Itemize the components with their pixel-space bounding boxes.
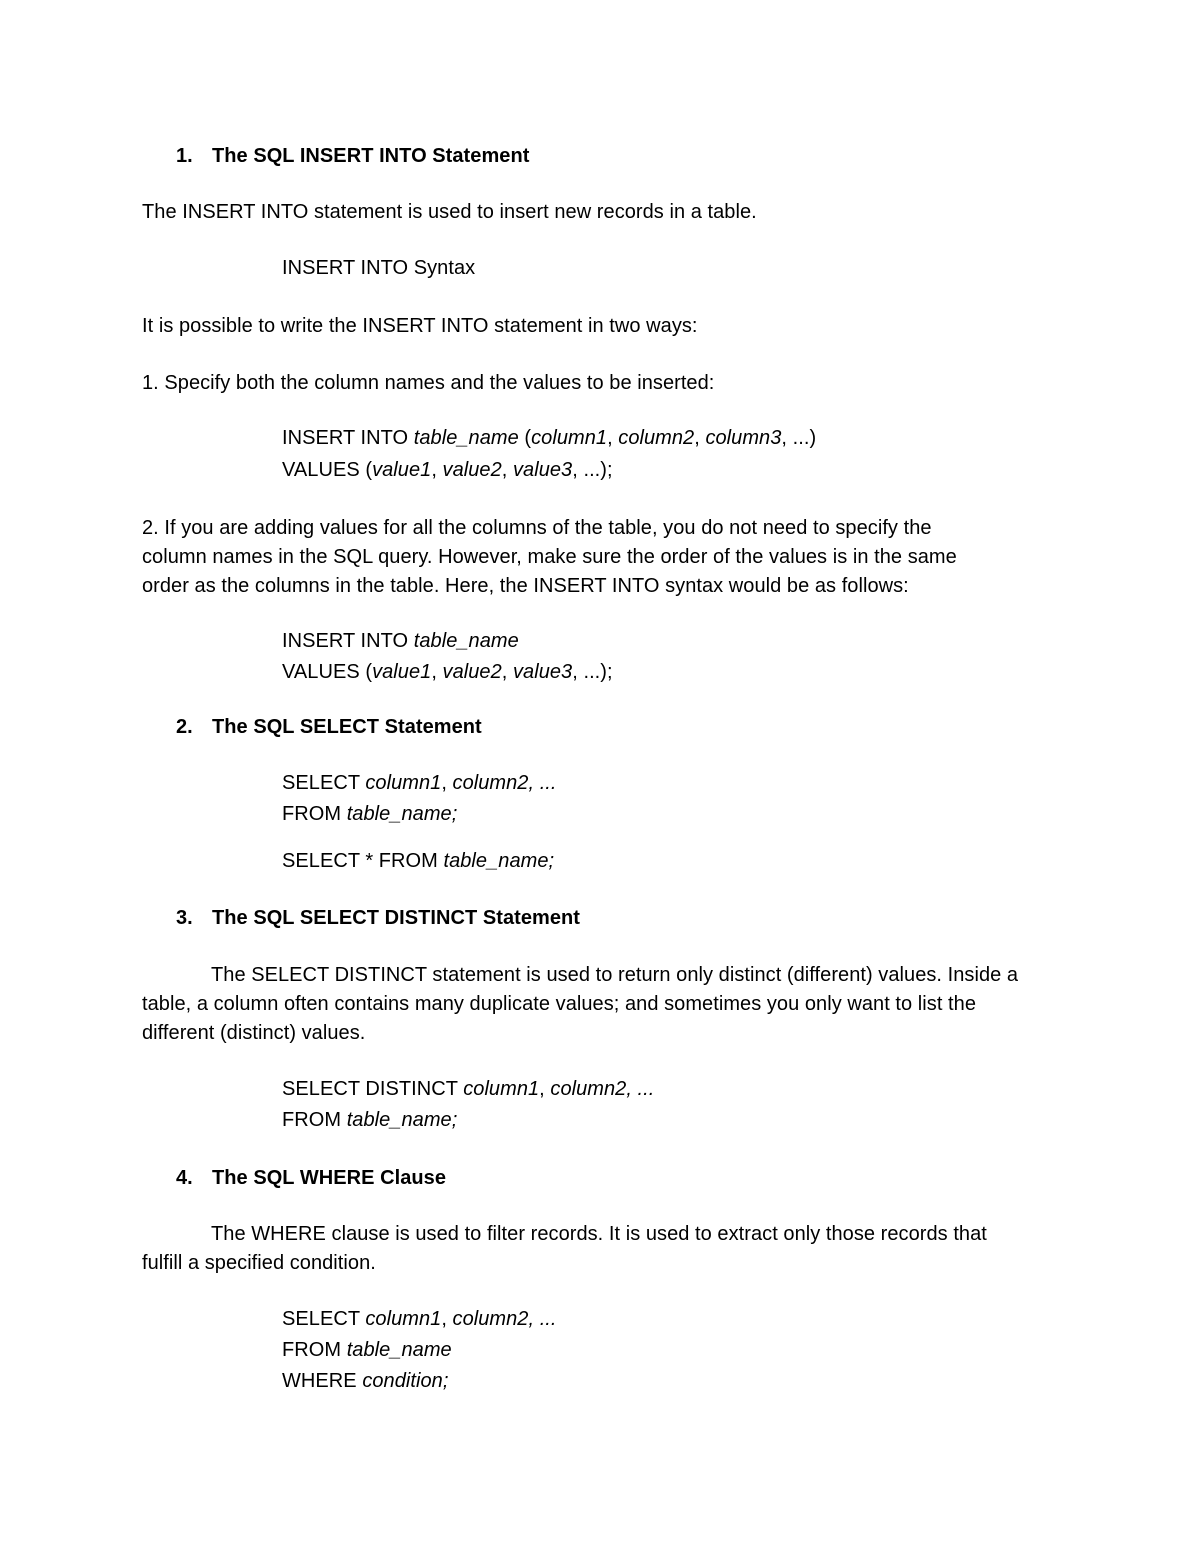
section-2-code-2 xyxy=(282,847,554,875)
section-2-code-1-line-1 xyxy=(282,769,557,797)
section-1-code-1-line-2 xyxy=(282,456,613,484)
section-1-way-2-line-3: order as the columns in the table. Here, the INSERT INTO syntax would be as follows: xyxy=(142,575,909,597)
code-punctuation: , xyxy=(441,772,453,794)
code-keyword: SELECT * FROM xyxy=(282,850,444,872)
section-2-number: 2. xyxy=(176,716,193,738)
section-3-number: 3. xyxy=(176,907,193,929)
section-4-number: 4. xyxy=(176,1167,193,1189)
code-value-3: value3 xyxy=(513,661,573,683)
code-value-2: value2 xyxy=(442,661,502,683)
section-1-number: 1. xyxy=(176,145,193,167)
code-punctuation: , xyxy=(441,1308,453,1330)
section-3-para-line-3: different (distinct) values. xyxy=(142,1022,366,1044)
section-3-code-line-1 xyxy=(282,1075,654,1103)
code-keyword: VALUES ( xyxy=(282,459,373,481)
section-1-code-1-line-1 xyxy=(282,424,816,452)
code-punctuation: ( xyxy=(518,427,532,449)
code-keyword: WHERE xyxy=(282,1370,363,1392)
code-column-3: column3 xyxy=(705,427,782,449)
code-column-2: column2 xyxy=(618,427,695,449)
code-table-name: table_name xyxy=(413,630,519,652)
code-table-name: table_name xyxy=(346,1339,452,1361)
section-1-code-2-line-2 xyxy=(282,658,613,686)
code-punctuation: , ...); xyxy=(572,661,613,683)
section-1-ways-text: It is possible to write the INSERT INTO statement in two ways: xyxy=(142,315,698,337)
section-1-way-1-text: 1. Specify both the column names and the values to be inserted: xyxy=(142,372,715,394)
code-punctuation: , xyxy=(501,661,513,683)
code-punctuation: , ...); xyxy=(572,459,613,481)
section-4-code-line-3 xyxy=(282,1367,448,1395)
section-2-heading xyxy=(176,713,482,741)
code-punctuation: , xyxy=(694,427,706,449)
section-2-title: The SQL SELECT Statement xyxy=(212,716,482,738)
code-keyword: FROM xyxy=(282,803,347,825)
code-column-2: column2, ... xyxy=(452,772,557,794)
code-column-2: column2, ... xyxy=(452,1308,557,1330)
code-punctuation: , xyxy=(607,427,619,449)
section-4-title: The SQL WHERE Clause xyxy=(212,1167,447,1189)
section-1-title: The SQL INSERT INTO Statement xyxy=(212,145,530,167)
section-3-para-line-1: The SELECT DISTINCT statement is used to return only distinct (different) values. Inside a xyxy=(211,964,1019,986)
code-table-name: table_name; xyxy=(443,850,555,872)
section-2-code-1-line-2 xyxy=(282,800,457,828)
code-keyword: INSERT INTO xyxy=(282,427,414,449)
code-keyword: FROM xyxy=(282,1109,347,1131)
section-1-code-2-line-1 xyxy=(282,627,519,655)
code-keyword: FROM xyxy=(282,1339,347,1361)
code-column-1: column1 xyxy=(531,427,608,449)
code-keyword: VALUES ( xyxy=(282,661,373,683)
code-value-1: value1 xyxy=(372,459,432,481)
section-3-code-line-2 xyxy=(282,1106,457,1134)
code-value-3: value3 xyxy=(513,459,573,481)
code-table-name: table_name xyxy=(413,427,519,449)
code-table-name: table_name; xyxy=(346,1109,458,1131)
code-column-1: column1 xyxy=(463,1078,540,1100)
code-keyword: SELECT xyxy=(282,772,366,794)
section-1-way-2-line-1: 2. If you are adding values for all the columns of the table, you do not need to specify the xyxy=(142,517,932,539)
section-1-intro: The INSERT INTO statement is used to insert new records in a table. xyxy=(142,201,757,223)
code-value-2: value2 xyxy=(442,459,502,481)
section-4-code-line-1 xyxy=(282,1305,557,1333)
code-punctuation: , xyxy=(539,1078,551,1100)
code-punctuation: , xyxy=(501,459,513,481)
section-3-title: The SQL SELECT DISTINCT Statement xyxy=(212,907,580,929)
code-punctuation: , xyxy=(431,459,443,481)
section-4-para-line-1: The WHERE clause is used to filter records. It is used to extract only those records that xyxy=(211,1223,987,1245)
code-punctuation: , xyxy=(431,661,443,683)
code-column-2: column2, ... xyxy=(550,1078,655,1100)
code-value-1: value1 xyxy=(372,661,432,683)
section-3-para-line-2: table, a column often contains many duplicate values; and sometimes you only want to list the xyxy=(142,993,976,1015)
code-table-name: table_name; xyxy=(346,803,458,825)
code-keyword: SELECT DISTINCT xyxy=(282,1078,464,1100)
section-4-heading xyxy=(176,1164,446,1192)
section-1-heading xyxy=(176,142,529,170)
code-keyword: INSERT INTO xyxy=(282,630,414,652)
section-3-heading xyxy=(176,904,580,932)
code-condition: condition; xyxy=(362,1370,449,1392)
section-4-code-line-2 xyxy=(282,1336,452,1364)
section-1-way-2-line-2: column names in the SQL query. However, make sure the order of the values is in the same xyxy=(142,546,957,568)
section-4-para-line-2: fulfill a specified condition. xyxy=(142,1252,376,1274)
code-column-1: column1 xyxy=(365,1308,442,1330)
code-keyword: SELECT xyxy=(282,1308,366,1330)
code-punctuation: , ...) xyxy=(781,427,817,449)
code-column-1: column1 xyxy=(365,772,442,794)
section-1-syntax-label: INSERT INTO Syntax xyxy=(282,257,476,279)
